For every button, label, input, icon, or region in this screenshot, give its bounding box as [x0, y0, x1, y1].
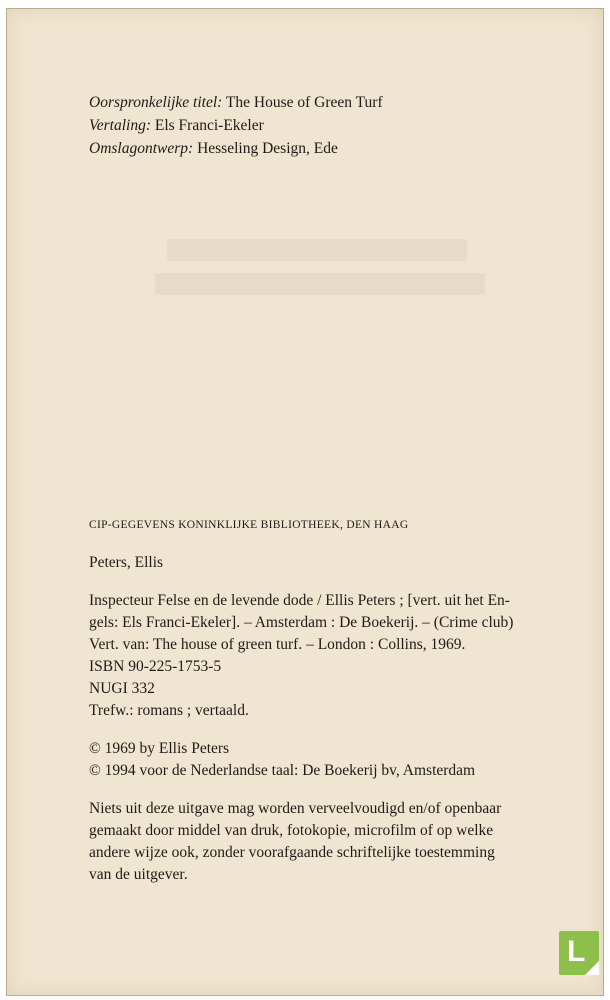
- rights-line: gemaakt door middel van druk, fotokopie, microfilm of op welke: [89, 822, 494, 839]
- cip-record-line: Inspecteur Felse en de levende dode / Ellis Peters ; [vert. uit het En-: [89, 592, 510, 609]
- bleed-through-watermark: [155, 239, 485, 329]
- cip-author: Peters, Ellis: [89, 554, 164, 571]
- rights-line: andere wijze ook, zonder voorafgaande schriftelijke toestemming: [89, 844, 495, 861]
- credits-block: [89, 91, 383, 160]
- original-title-label: Oorspronkelijke titel:: [89, 94, 223, 111]
- logo-corner-notch: [585, 961, 599, 975]
- cip-record-line: Vert. van: The house of green turf. – London : Collins, 1969.: [89, 636, 466, 653]
- translation-value: Els Franci-Ekeler: [154, 117, 264, 134]
- cover-design-line: [89, 137, 383, 160]
- rights-line: Niets uit deze uitgave mag worden verveelvoudigd en/of openbaar: [89, 800, 502, 817]
- cip-keywords: Trefw.: romans ; vertaald.: [89, 702, 249, 719]
- cip-record: [89, 590, 569, 722]
- logo-letter: L: [567, 935, 586, 968]
- rights-notice: [89, 798, 569, 886]
- original-title-value: The House of Green Turf: [225, 94, 383, 111]
- translation-line: [89, 114, 383, 137]
- rights-line: van de uitgever.: [89, 866, 188, 883]
- cip-nugi: NUGI 332: [89, 680, 155, 697]
- translation-label: Vertaling:: [89, 117, 151, 134]
- original-title-line: [89, 91, 383, 114]
- cover-design-value: Hesseling Design, Ede: [197, 140, 338, 157]
- cover-design-label: Omslagontwerp:: [89, 140, 194, 157]
- cip-heading: CIP-GEGEVENS KONINKLIJKE BIBLIOTHEEK, DEN HAAG: [89, 519, 409, 531]
- book-page: [6, 8, 604, 996]
- watermark-logo: [559, 931, 599, 975]
- copyright-block: [89, 738, 569, 782]
- copyright-line: © 1969 by Ellis Peters: [89, 740, 230, 757]
- cip-isbn: ISBN 90-225-1753-5: [89, 658, 222, 675]
- cip-record-line: gels: Els Franci-Ekeler]. – Amsterdam : De Boekerij. – (Crime club): [89, 614, 514, 631]
- cip-block: [89, 514, 569, 902]
- copyright-line: © 1994 voor de Nederlandse taal: De Boekerij bv, Amsterdam: [89, 762, 476, 779]
